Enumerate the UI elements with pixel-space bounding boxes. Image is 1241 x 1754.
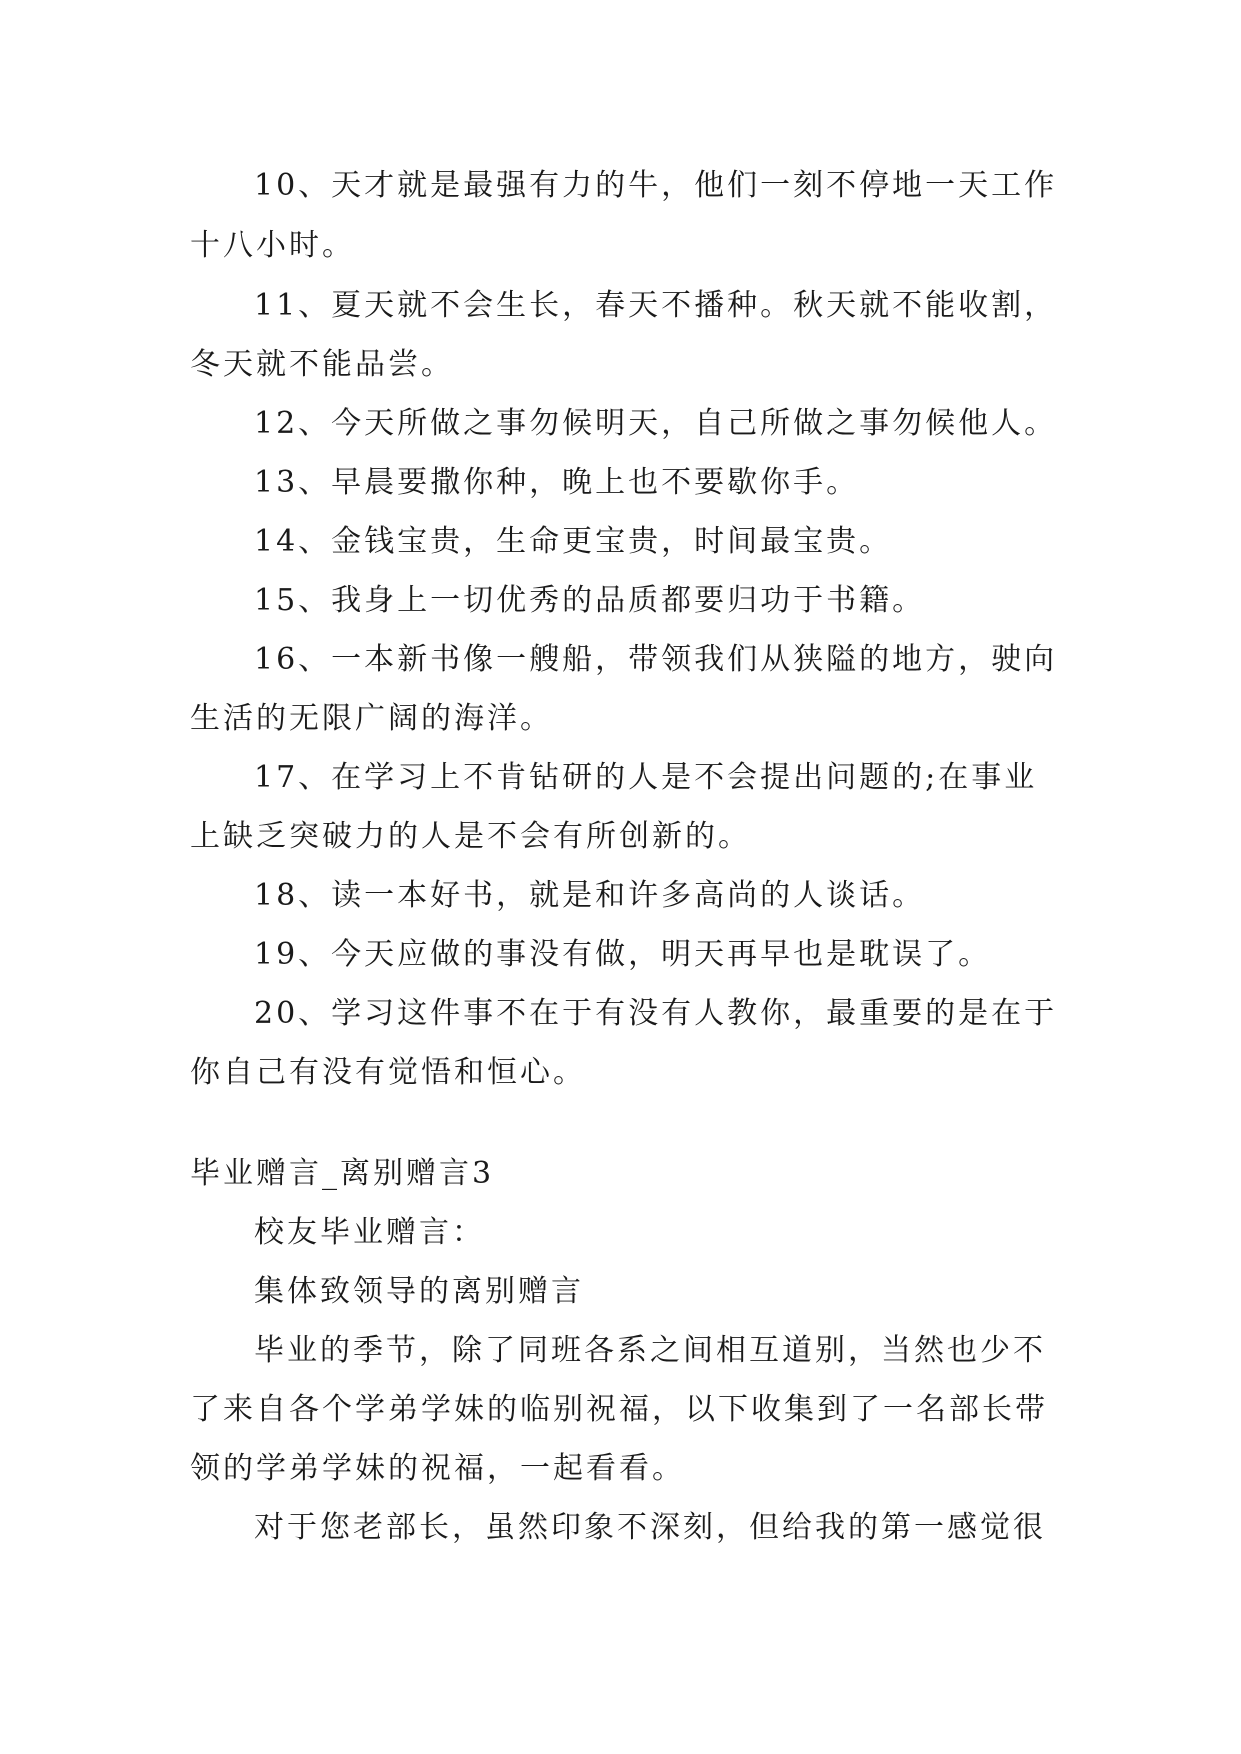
subheading: 校友毕业赠言： <box>254 1215 485 1250</box>
text-line: 15、我身上一切优秀的品质都要归功于书籍。 <box>254 583 926 618</box>
text-line: 13、早晨要撒你种，晚上也不要歇你手。 <box>254 465 860 500</box>
text-line: 上缺乏突破力的人是不会有所创新的。 <box>190 819 751 854</box>
text-line: 19、今天应做的事没有做，明天再早也是耽误了。 <box>254 937 992 972</box>
text-line: 10、天才就是最强有力的牛，他们一刻不停地一天工作 <box>254 168 1058 203</box>
text-line: 你自己有没有觉悟和恒心。 <box>190 1055 586 1090</box>
section-heading: 毕业赠言_离别赠言3 <box>190 1156 495 1191</box>
text-line: 18、读一本好书，就是和许多高尚的人谈话。 <box>254 878 926 913</box>
text-line: 20、学习这件事不在于有没有人教你，最重要的是在于 <box>254 996 1058 1031</box>
text-line: 生活的无限广阔的海洋。 <box>190 701 553 736</box>
text-line: 毕业的季节，除了同班各系之间相互道别，当然也少不 <box>254 1333 1046 1368</box>
text-line: 12、今天所做之事勿候明天，自己所做之事勿候他人。 <box>254 406 1058 441</box>
text-line: 16、一本新书像一艘船，带领我们从狭隘的地方，驶向 <box>254 642 1058 677</box>
text-line: 冬天就不能品尝。 <box>190 347 454 382</box>
subheading: 集体致领导的离别赠言 <box>254 1274 584 1309</box>
text-line: 了来自各个学弟学妹的临别祝福，以下收集到了一名部长带 <box>190 1392 1048 1427</box>
text-line: 17、在学习上不肯钻研的人是不会提出问题的;在事业 <box>254 760 1038 795</box>
text-line: 对于您老部长，虽然印象不深刻，但给我的第一感觉很 <box>254 1510 1046 1545</box>
text-line: 11、夏天就不会生长，春天不播种。秋天就不能收割， <box>254 288 1058 323</box>
text-line: 十八小时。 <box>190 228 355 263</box>
text-line: 领的学弟学妹的祝福，一起看看。 <box>190 1451 685 1486</box>
text-line: 14、金钱宝贵，生命更宝贵，时间最宝贵。 <box>254 524 893 559</box>
